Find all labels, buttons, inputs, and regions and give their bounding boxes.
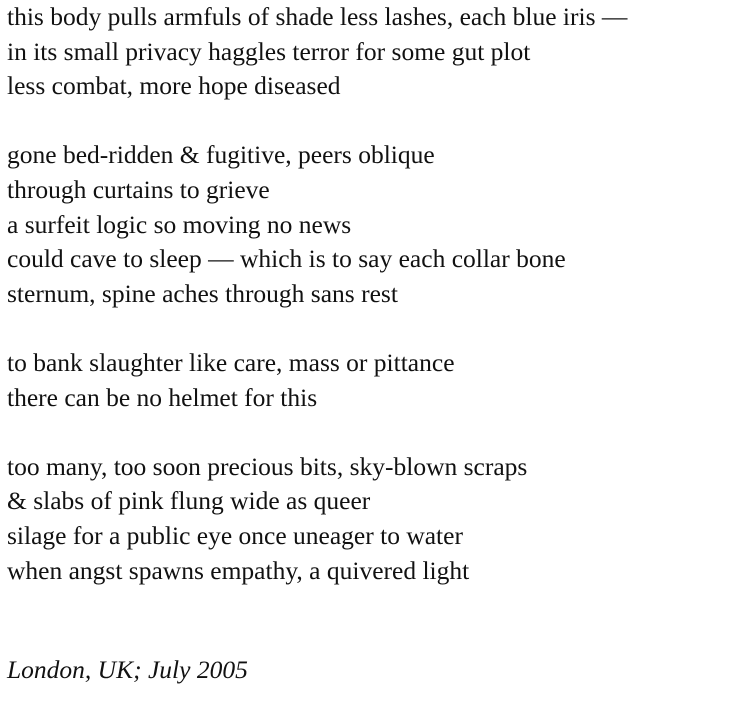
- poem-line: a surfeit logic so moving no news: [7, 209, 352, 239]
- poem-dateline: London, UK; July 2005: [7, 655, 248, 684]
- poem-line: silage for a public eye once uneager to water: [7, 520, 463, 550]
- poem-line: too many, too soon precious bits, sky-blown scraps: [7, 451, 528, 481]
- poem-line: there can be no helmet for this: [7, 382, 318, 412]
- stanza: [7, 138, 727, 311]
- poem-line: could cave to sleep — which is to say each collar bone: [7, 244, 566, 274]
- stanza: [7, 0, 727, 104]
- poem-line: less combat, more hope diseased: [7, 71, 341, 101]
- poem-line: through curtains to grieve: [7, 174, 270, 204]
- stanza: [7, 450, 727, 588]
- stanza: [7, 346, 727, 415]
- poem-line: in its small privacy haggles terror for some gut plot: [7, 36, 531, 66]
- poem-line: to bank slaughter like care, mass or pittance: [7, 347, 455, 377]
- poem-line: & slabs of pink flung wide as queer: [7, 486, 371, 516]
- poem-line: sternum, spine aches through sans rest: [7, 278, 398, 308]
- poem-body: [7, 0, 727, 588]
- poem-line: when angst spawns empathy, a quivered light: [7, 555, 470, 585]
- poem-line: this body pulls armfuls of shade less lashes, each blue iris —: [7, 2, 628, 31]
- poem-line: gone bed-ridden & fugitive, peers oblique: [7, 140, 435, 170]
